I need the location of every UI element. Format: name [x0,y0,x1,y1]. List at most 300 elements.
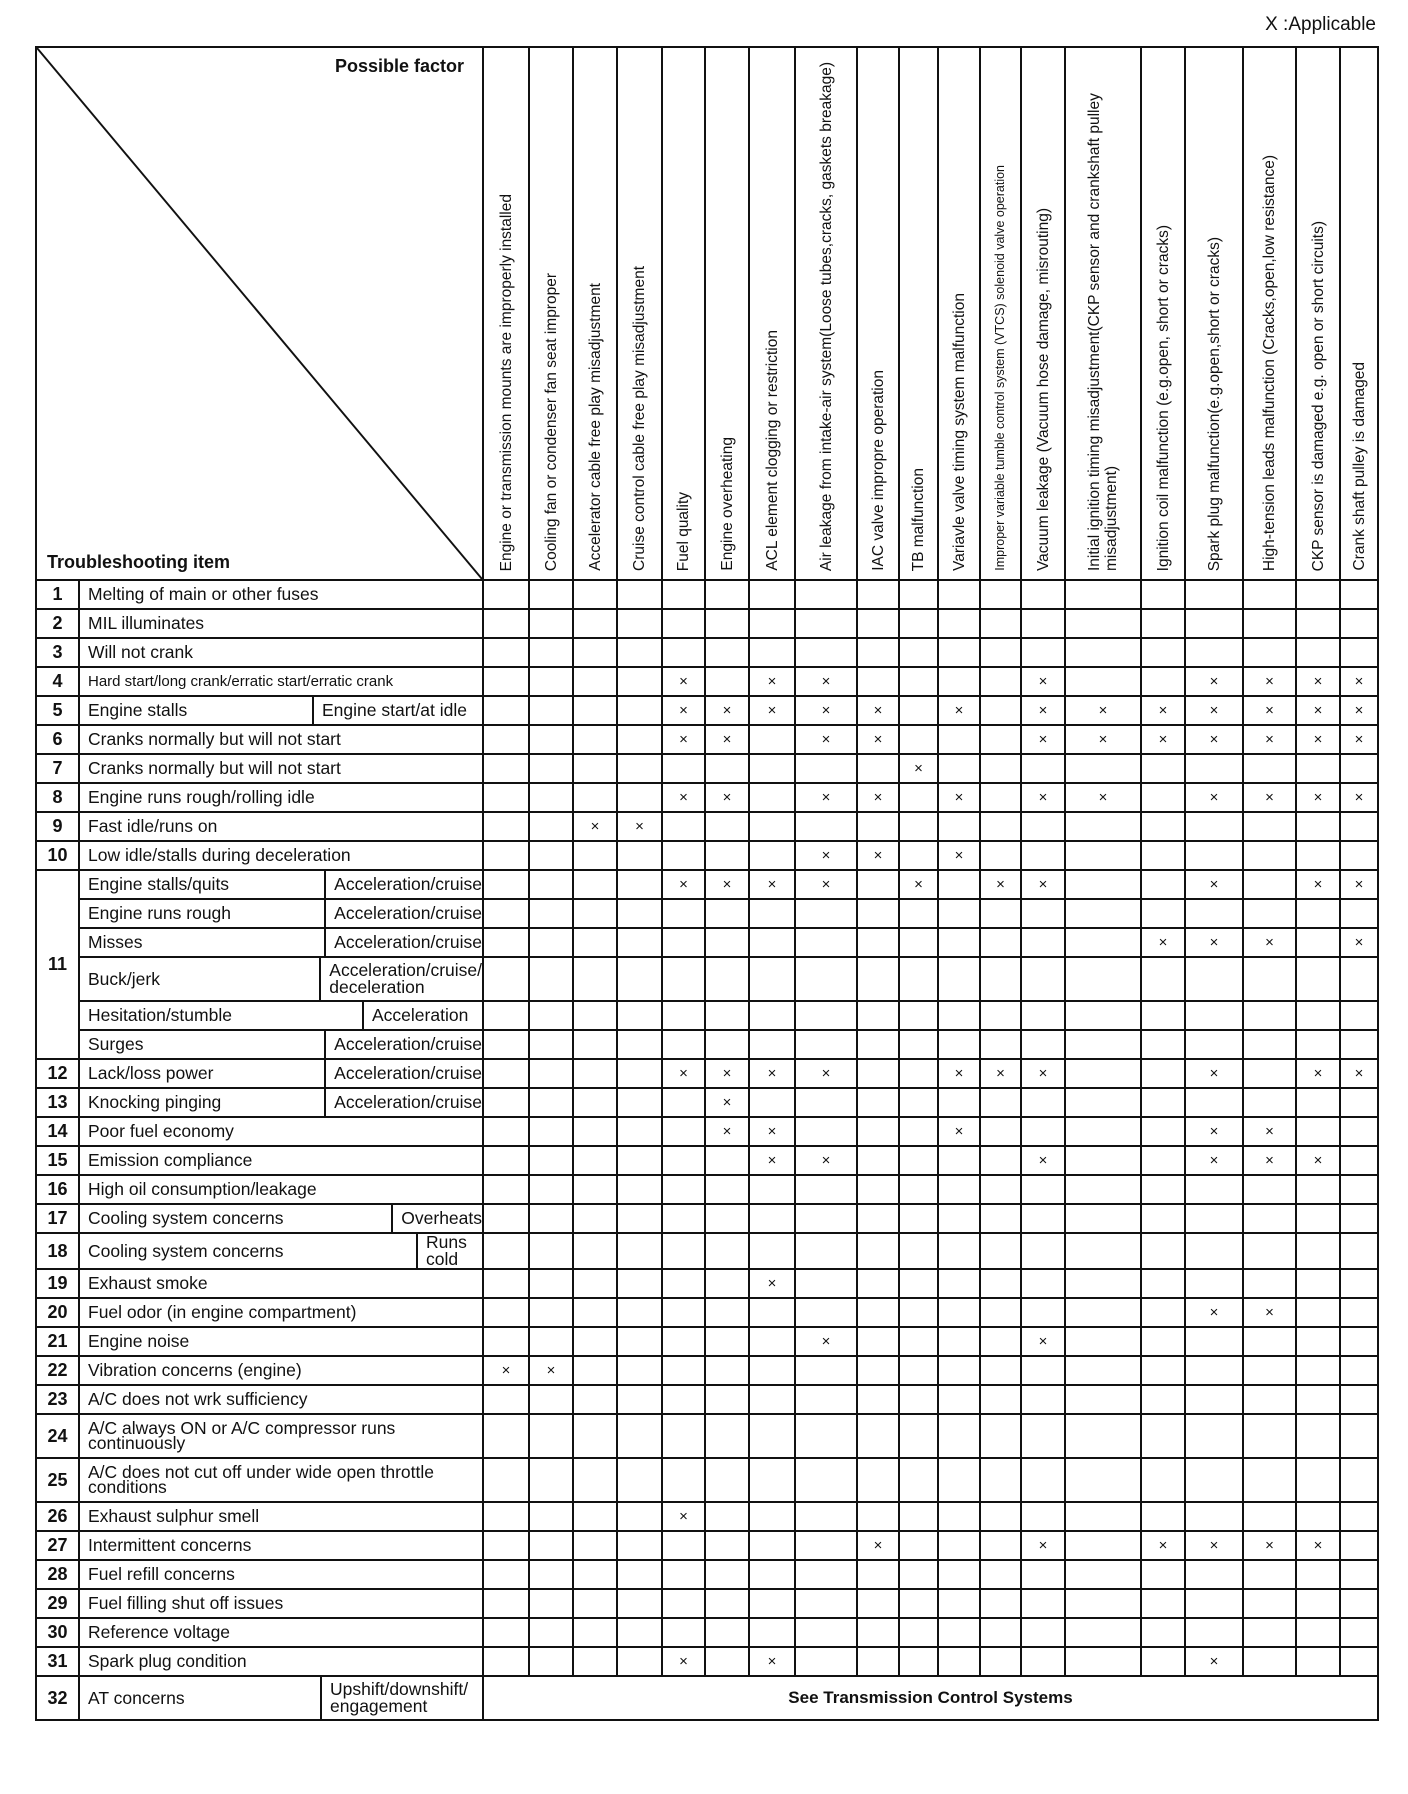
troubleshooting-item [79,1647,483,1676]
empty-cell [573,1146,617,1175]
applicable-mark: × [1185,1647,1243,1676]
empty-cell [1296,580,1340,609]
empty-cell [529,1618,573,1647]
empty-cell [749,1618,795,1647]
applicable-mark: × [1243,696,1296,725]
empty-cell [749,1458,795,1502]
table-row [36,1117,1378,1146]
empty-cell [1185,638,1243,667]
applicable-mark: × [1243,725,1296,754]
empty-cell [1065,1458,1141,1502]
item-label: Spark plug condition [88,1651,247,1671]
empty-cell [857,1146,899,1175]
empty-cell [980,841,1021,870]
troubleshooting-item [79,1502,483,1531]
table-row [36,1458,1378,1502]
applicable-mark: × [749,667,795,696]
empty-cell [617,1175,662,1204]
row-number: 11 [36,870,79,1059]
applicable-mark: × [1065,696,1141,725]
empty-cell [573,841,617,870]
applicable-mark: × [1296,870,1340,899]
empty-cell [1296,1618,1340,1647]
empty-cell [795,1502,857,1531]
table-row [36,638,1378,667]
applicable-mark: × [573,812,617,841]
table-row [36,1414,1378,1458]
factor-header [1185,47,1243,580]
empty-cell [938,1385,980,1414]
empty-cell [1185,841,1243,870]
empty-cell [980,1618,1021,1647]
item-label: Cooling system concerns [88,1208,284,1228]
troubleshooting-item [79,957,483,1001]
empty-cell [1340,580,1378,609]
applicable-mark: × [662,783,705,812]
empty-cell [1021,1233,1065,1269]
applicable-mark: × [749,1117,795,1146]
empty-cell [1185,1204,1243,1233]
empty-cell [617,638,662,667]
empty-cell [1141,1458,1185,1502]
empty-cell [795,638,857,667]
empty-cell [1021,1589,1065,1618]
troubleshooting-item [79,841,483,870]
empty-cell [1065,1618,1141,1647]
empty-cell [980,1298,1021,1327]
empty-cell [1185,1385,1243,1414]
empty-cell [749,1414,795,1458]
empty-cell [795,1356,857,1385]
empty-cell [1185,899,1243,928]
empty-cell [573,928,617,957]
applicable-mark: × [1185,1146,1243,1175]
empty-cell [857,1233,899,1269]
troubleshooting-item [79,870,483,899]
factor-label: Engine overheating [718,437,736,571]
applicable-mark: × [938,841,980,870]
empty-cell [1340,1088,1378,1117]
empty-cell [899,725,938,754]
empty-cell [1141,957,1185,1001]
applicable-mark: × [1296,667,1340,696]
empty-cell [980,783,1021,812]
row-number: 21 [36,1327,79,1356]
table-row [36,1502,1378,1531]
empty-cell [483,638,529,667]
troubleshooting-item [79,1356,483,1385]
empty-cell [662,1175,705,1204]
empty-cell [705,957,749,1001]
applicable-mark: × [662,1502,705,1531]
empty-cell [617,609,662,638]
table-row [36,1676,1378,1720]
empty-cell [938,1458,980,1502]
troubleshooting-item [79,1204,483,1233]
empty-cell [483,754,529,783]
empty-cell [980,1502,1021,1531]
empty-cell [899,1560,938,1589]
empty-cell [1021,957,1065,1001]
row-number: 28 [36,1560,79,1589]
row-number: 14 [36,1117,79,1146]
item-label: Exhaust sulphur smell [88,1506,260,1526]
empty-cell [483,1414,529,1458]
empty-cell [483,1589,529,1618]
empty-cell [529,1531,573,1560]
empty-cell [1065,812,1141,841]
empty-cell [1296,841,1340,870]
empty-cell [1185,609,1243,638]
empty-cell [938,725,980,754]
empty-cell [1243,1647,1296,1676]
troubleshooting-item [79,1531,483,1560]
factor-header [795,47,857,580]
empty-cell [1065,754,1141,783]
empty-cell [1021,1298,1065,1327]
item-label: Knocking pinging [88,1092,222,1112]
empty-cell [617,783,662,812]
applicable-mark: × [662,1059,705,1088]
applicable-mark: × [1185,1298,1243,1327]
empty-cell [857,1298,899,1327]
empty-cell [1021,1030,1065,1059]
empty-cell [1065,1327,1141,1356]
empty-cell [483,899,529,928]
empty-cell [1243,609,1296,638]
empty-cell [1243,1233,1296,1269]
empty-cell [1065,1560,1141,1589]
applicable-mark: × [1141,725,1185,754]
empty-cell [749,1560,795,1589]
empty-cell [1185,1269,1243,1298]
empty-cell [573,1531,617,1560]
row-number: 32 [36,1676,79,1720]
empty-cell [573,1001,617,1030]
empty-cell [1185,1458,1243,1502]
empty-cell [1243,1269,1296,1298]
empty-cell [1185,1030,1243,1059]
empty-cell [938,667,980,696]
item-label: Melting of main or other fuses [88,584,319,604]
empty-cell [899,1298,938,1327]
empty-cell [1065,1269,1141,1298]
empty-cell [705,841,749,870]
empty-cell [938,957,980,1001]
empty-cell [1185,1001,1243,1030]
empty-cell [1065,638,1141,667]
factor-header [1340,47,1378,580]
empty-cell [938,1502,980,1531]
troubleshooting-matrix [35,46,1379,1721]
empty-cell [749,1001,795,1030]
empty-cell [1243,1385,1296,1414]
empty-cell [483,609,529,638]
item-label: Engine stalls/quits [88,874,230,894]
empty-cell [483,812,529,841]
empty-cell [1296,1414,1340,1458]
empty-cell [1296,609,1340,638]
empty-cell [573,1327,617,1356]
factor-header [483,47,529,580]
empty-cell [1243,1001,1296,1030]
empty-cell [662,1560,705,1589]
empty-cell [938,638,980,667]
empty-cell [662,1385,705,1414]
empty-cell [857,1589,899,1618]
empty-cell [1141,870,1185,899]
empty-cell [938,1589,980,1618]
empty-cell [899,841,938,870]
empty-cell [857,1327,899,1356]
empty-cell [1065,1589,1141,1618]
empty-cell [899,1531,938,1560]
applicable-mark: × [749,870,795,899]
empty-cell [1296,1458,1340,1502]
empty-cell [980,1589,1021,1618]
applicable-mark: × [705,1117,749,1146]
applicable-mark: × [938,696,980,725]
applicable-mark: × [1243,783,1296,812]
empty-cell [1141,609,1185,638]
empty-cell [662,638,705,667]
table-row [36,1175,1378,1204]
empty-cell [662,1356,705,1385]
empty-cell [1296,1647,1340,1676]
empty-cell [483,1059,529,1088]
table-row [36,783,1378,812]
empty-cell [1141,580,1185,609]
empty-cell [483,1269,529,1298]
table-row [36,1356,1378,1385]
applicable-mark: × [705,1088,749,1117]
empty-cell [899,1233,938,1269]
row-number: 27 [36,1531,79,1560]
empty-cell [857,580,899,609]
empty-cell [1065,609,1141,638]
empty-cell [1296,1356,1340,1385]
troubleshooting-item [79,638,483,667]
empty-cell [1065,928,1141,957]
applicable-mark: × [662,696,705,725]
empty-cell [749,1385,795,1414]
item-condition: Acceleration/cruise [324,1060,482,1087]
possible-factor-label: Possible factor [334,56,464,76]
item-label: Misses [88,932,143,952]
item-condition: Acceleration/cruise/ deceleration [319,958,482,1000]
empty-cell [1296,899,1340,928]
empty-cell [705,1356,749,1385]
item-label: Engine stalls [88,700,188,720]
item-condition: Acceleration [362,1002,482,1029]
empty-cell [1340,841,1378,870]
empty-cell [529,580,573,609]
empty-cell [529,1088,573,1117]
empty-cell [1340,1647,1378,1676]
empty-cell [705,1204,749,1233]
empty-cell [980,1458,1021,1502]
empty-cell [483,870,529,899]
row-number: 23 [36,1385,79,1414]
item-condition: Upshift/downshift/ engagement [320,1677,482,1719]
empty-cell [662,1269,705,1298]
empty-cell [483,1531,529,1560]
empty-cell [1296,1385,1340,1414]
applicable-mark: × [1021,1327,1065,1356]
item-label: AT concerns [88,1687,185,1708]
item-label: A/C always ON or A/C compressor runs continuously [88,1418,396,1453]
empty-cell [529,1233,573,1269]
empty-cell [617,1589,662,1618]
empty-cell [1185,1502,1243,1531]
empty-cell [1296,1269,1340,1298]
empty-cell [1340,1030,1378,1059]
factor-label: Engine or transmission mounts are improperly installed [497,193,515,571]
empty-cell [938,609,980,638]
empty-cell [1243,1589,1296,1618]
table-row [36,667,1378,696]
applicable-mark: × [857,1531,899,1560]
empty-cell [938,899,980,928]
empty-cell [1065,1298,1141,1327]
troubleshooting-item [79,754,483,783]
empty-cell [1243,754,1296,783]
empty-cell [749,812,795,841]
empty-cell [1243,1356,1296,1385]
empty-cell [899,1175,938,1204]
empty-cell [899,1618,938,1647]
empty-cell [1243,1502,1296,1531]
empty-cell [662,928,705,957]
empty-cell [705,1414,749,1458]
legend-applicable: X :Applicable [1265,14,1376,35]
empty-cell [1296,1204,1340,1233]
applicable-mark: × [1243,1117,1296,1146]
empty-cell [573,580,617,609]
empty-cell [483,1001,529,1030]
empty-cell [705,1385,749,1414]
empty-cell [857,1030,899,1059]
table-row [36,1059,1378,1088]
item-label: Engine noise [88,1331,190,1351]
empty-cell [795,1204,857,1233]
item-label: A/C does not cut off under wide open throttle conditions [88,1462,435,1497]
troubleshooting-item [79,696,483,725]
empty-cell [1065,1001,1141,1030]
empty-cell [938,1414,980,1458]
row-number: 31 [36,1647,79,1676]
empty-cell [662,1327,705,1356]
empty-cell [899,1589,938,1618]
empty-cell [749,783,795,812]
empty-cell [749,580,795,609]
empty-cell [573,725,617,754]
factor-label: Spark plug malfunction(e.g.open,short or cracks) [1205,236,1223,571]
empty-cell [1021,1560,1065,1589]
empty-cell [857,1647,899,1676]
table-row [36,1560,1378,1589]
factor-label: CKP sensor is damaged e.g. open or short circuits) [1309,220,1327,571]
row-number: 30 [36,1618,79,1647]
empty-cell [795,957,857,1001]
troubleshooting-item [79,1589,483,1618]
empty-cell [1185,580,1243,609]
empty-cell [857,609,899,638]
troubleshooting-item [79,609,483,638]
empty-cell [573,899,617,928]
applicable-mark: × [1185,928,1243,957]
applicable-mark: × [1340,870,1378,899]
empty-cell [705,812,749,841]
empty-cell [1021,1356,1065,1385]
item-label: Fuel refill concerns [88,1564,235,1584]
item-label: Cranks normally but will not start [88,729,341,749]
applicable-mark: × [705,696,749,725]
empty-cell [573,1356,617,1385]
empty-cell [899,1117,938,1146]
see-transmission-note: See Transmission Control Systems [483,1676,1378,1720]
applicable-mark: × [1243,667,1296,696]
item-condition: Acceleration/cruise [324,1089,482,1116]
empty-cell [1021,1269,1065,1298]
empty-cell [1340,1502,1378,1531]
empty-cell [1021,1385,1065,1414]
empty-cell [573,1458,617,1502]
empty-cell [529,1146,573,1175]
empty-cell [749,1356,795,1385]
empty-cell [1243,957,1296,1001]
empty-cell [483,783,529,812]
empty-cell [617,1088,662,1117]
item-label: Surges [88,1034,144,1054]
empty-cell [1296,1502,1340,1531]
applicable-mark: × [1296,1059,1340,1088]
empty-cell [1141,1204,1185,1233]
table-row [36,580,1378,609]
table-row [36,1385,1378,1414]
table-row [36,696,1378,725]
table-row [36,609,1378,638]
applicable-mark: × [980,870,1021,899]
empty-cell [1141,1327,1185,1356]
empty-cell [857,1269,899,1298]
empty-cell [617,1233,662,1269]
empty-cell [1065,580,1141,609]
empty-cell [529,696,573,725]
factor-header [705,47,749,580]
applicable-mark: × [749,1647,795,1676]
empty-cell [1065,1030,1141,1059]
empty-cell [617,841,662,870]
empty-cell [899,928,938,957]
empty-cell [617,957,662,1001]
empty-cell [938,1647,980,1676]
table-row [36,1030,1378,1059]
empty-cell [1021,841,1065,870]
troubleshooting-item [79,928,483,957]
empty-cell [857,1502,899,1531]
applicable-mark: × [1141,1531,1185,1560]
item-label: Will not crank [88,642,194,662]
empty-cell [705,1233,749,1269]
applicable-mark: × [1340,783,1378,812]
empty-cell [980,1269,1021,1298]
empty-cell [1243,1088,1296,1117]
empty-cell [899,899,938,928]
empty-cell [573,1385,617,1414]
troubleshooting-item [79,1088,483,1117]
empty-cell [529,1560,573,1589]
